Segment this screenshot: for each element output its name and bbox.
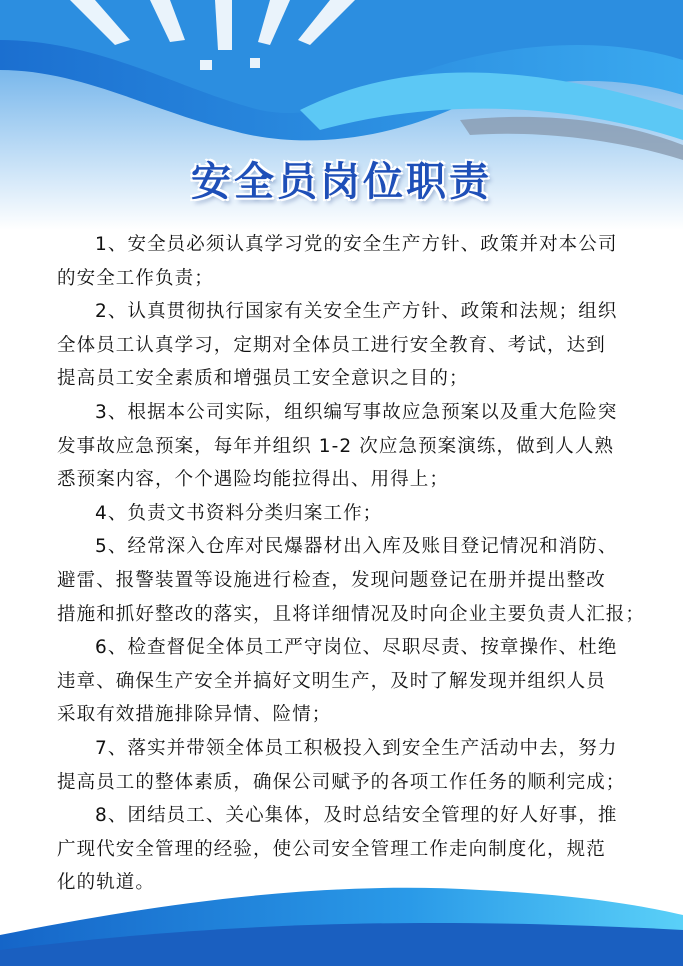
duty-line: 的安全工作负责；: [57, 267, 214, 289]
duty-line: 2、认真贯彻执行国家有关安全生产方针、政策和法规；组织: [95, 301, 618, 323]
page-title: 安全员岗位职责: [191, 159, 492, 205]
duty-line: 全体员工认真学习，定期对全体员工进行安全教育、考试，达到: [57, 334, 606, 356]
duty-line: 提高员工的整体素质，确保公司赋予的各项工作任务的顺利完成；: [57, 771, 626, 793]
duty-item: [57, 228, 647, 295]
duty-line: 提高员工安全素质和增强员工安全意识之目的；: [57, 368, 469, 390]
duty-line: 6、检查督促全体员工严守岗位、尽职尽责、按章操作、杜绝: [95, 637, 618, 659]
duty-line: 7、落实并带领全体员工积极投入到安全生产活动中去，努力: [95, 737, 618, 759]
duty-item: [57, 530, 647, 631]
duty-line: 广现代安全管理的经验，使公司安全管理工作走向制度化，规范: [57, 838, 606, 860]
duty-line: 措施和抓好整改的落实，且将详细情况及时向企业主要负责人汇报；: [57, 603, 646, 625]
duty-line: 违章、确保生产安全并搞好文明生产，及时了解发现并组织人员: [57, 670, 606, 692]
duties-list: [57, 228, 647, 900]
duty-line: 3、根据本公司实际，组织编写事故应急预案以及重大危险突: [95, 401, 618, 423]
duty-line: 4、负责文书资料分类归案工作；: [95, 502, 383, 524]
duty-line: 避雷、报警装置等设施进行检查，发现问题登记在册并提出整改: [57, 569, 606, 591]
duty-item: [57, 295, 647, 396]
duty-item: [57, 732, 647, 799]
duty-item: [57, 396, 647, 497]
duty-line: 1、安全员必须认真学习党的安全生产方针、政策并对本公司: [95, 234, 618, 255]
duty-line: 悉预案内容，个个遇险均能拉得出、用得上；: [57, 469, 450, 491]
duty-line: 化的轨道。: [57, 872, 156, 894]
duty-line: 8、团结员工、关心集体，及时总结安全管理的好人好事，推: [95, 805, 618, 827]
duty-item: [57, 799, 647, 900]
duty-line: 采取有效措施排除异情、险情；: [57, 704, 332, 726]
duty-line: 发事故应急预案，每年并组织 1-2 次应急预案演练，做到人人熟: [57, 435, 615, 457]
duty-item: [57, 631, 647, 732]
duty-line: 5、经常深入仓库对民爆器材出入库及账目登记情况和消防、: [95, 536, 618, 558]
duty-item: [57, 497, 647, 531]
